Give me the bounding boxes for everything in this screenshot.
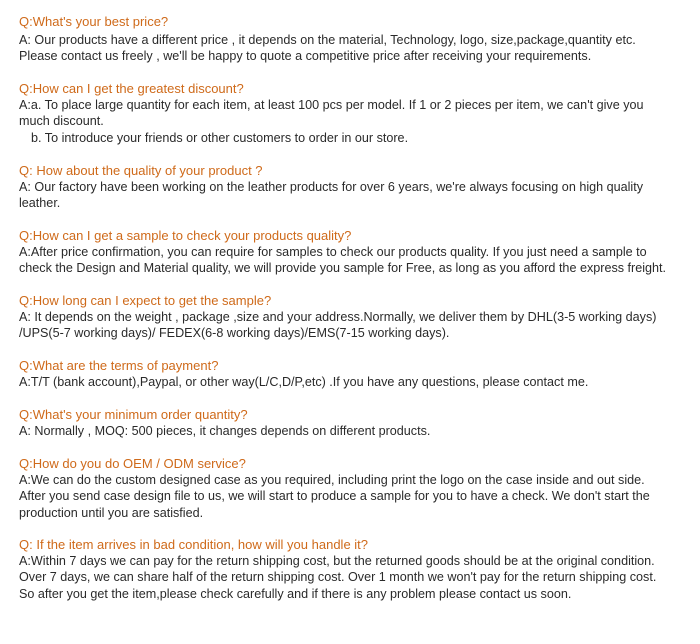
faq-question: Q:How do you do OEM / ODM service? — [19, 456, 246, 471]
faq-answer-line: Over 7 days, we can share half of the return shipping cost. Over 1 month we won't pay for the return shipping cost. — [19, 570, 657, 585]
faq-answer — [19, 244, 666, 277]
faq-question: Q:What's your minimum order quantity? — [19, 407, 248, 422]
faq-answer — [19, 374, 588, 390]
faq-answer — [19, 32, 636, 65]
faq-answer-line: /UPS(5-7 working days)/ FEDEX(6-8 working days)/EMS(7-15 working days). — [19, 326, 450, 341]
faq-answer-line: A:a. To place large quantity for each item, at least 100 pcs per model. If 1 or 2 pieces per item, we can't give you — [19, 98, 644, 112]
faq-answer-line: production until you are satisfied. — [19, 505, 204, 520]
faq-question: Q:How long can I expect to get the sample? — [19, 293, 272, 308]
faq-answer-line: A:Within 7 days we can pay for the return shipping cost, but the returned goods should be at the original condition. — [19, 554, 655, 568]
faq-answer-line: much discount. — [19, 114, 104, 129]
faq-answer — [19, 553, 656, 602]
faq-question: Q:How can I get the greatest discount? — [19, 81, 244, 96]
faq-answer — [19, 309, 656, 342]
faq-question: Q:What's your best price? — [19, 14, 169, 29]
faq-answer-line: Please contact us freely , we'll be happy to quote a competitive price after receiving your requirements. — [19, 49, 592, 64]
faq-question: Q: If the item arrives in bad condition, how will you handle it? — [19, 537, 369, 552]
faq-answer — [19, 472, 650, 521]
faq-answer-line: A: Our products have a different price , it depends on the material, Technology, logo, size,package,quantity etc. — [19, 33, 636, 47]
faq-answer-line: b. To introduce your friends or other customers to order in our store. — [31, 130, 409, 145]
faq-question: Q:What are the terms of payment? — [19, 358, 219, 373]
faq-answer-line: A: It depends on the weight , package ,size and your address.Normally, we deliver them by DHL(3-5 working days) — [19, 310, 657, 324]
faq-answer-line: A:T/T (bank account),Paypal, or other way(L/C,D/P,etc) .If you have any questions, please contact me. — [19, 375, 589, 389]
faq-answer-line: After you send case design file to us, we will start to produce a sample for you to have a check. We don't start the — [19, 489, 650, 504]
faq-answer — [19, 423, 430, 439]
faq-question: Q: How about the quality of your product ? — [19, 163, 263, 178]
faq-answer-line: A: Our factory have been working on the leather products for over 6 years, we're always focusing on high quality — [19, 180, 644, 194]
faq-answer-line: A:After price confirmation, you can require for samples to check our products quality. If you just need a sample to — [19, 245, 647, 259]
faq-answer — [19, 179, 643, 212]
faq-question: Q:How can I get a sample to check your products quality? — [19, 228, 352, 243]
faq-answer-line: A:We can do the custom designed case as you required, including print the logo on the case inside and out side. — [19, 473, 645, 487]
faq-answer-line: leather. — [19, 196, 61, 211]
faq-answer — [19, 97, 644, 146]
faq-answer-line: check the Design and Material quality, we will provide you sample for Free, as long as you afford the express freight. — [19, 261, 667, 276]
faq-answer-line: A: Normally , MOQ: 500 pieces, it changes depends on different products. — [19, 424, 431, 438]
faq-answer-line: So after you get the item,please check carefully and if there is any problem please contact us soon. — [19, 586, 572, 601]
